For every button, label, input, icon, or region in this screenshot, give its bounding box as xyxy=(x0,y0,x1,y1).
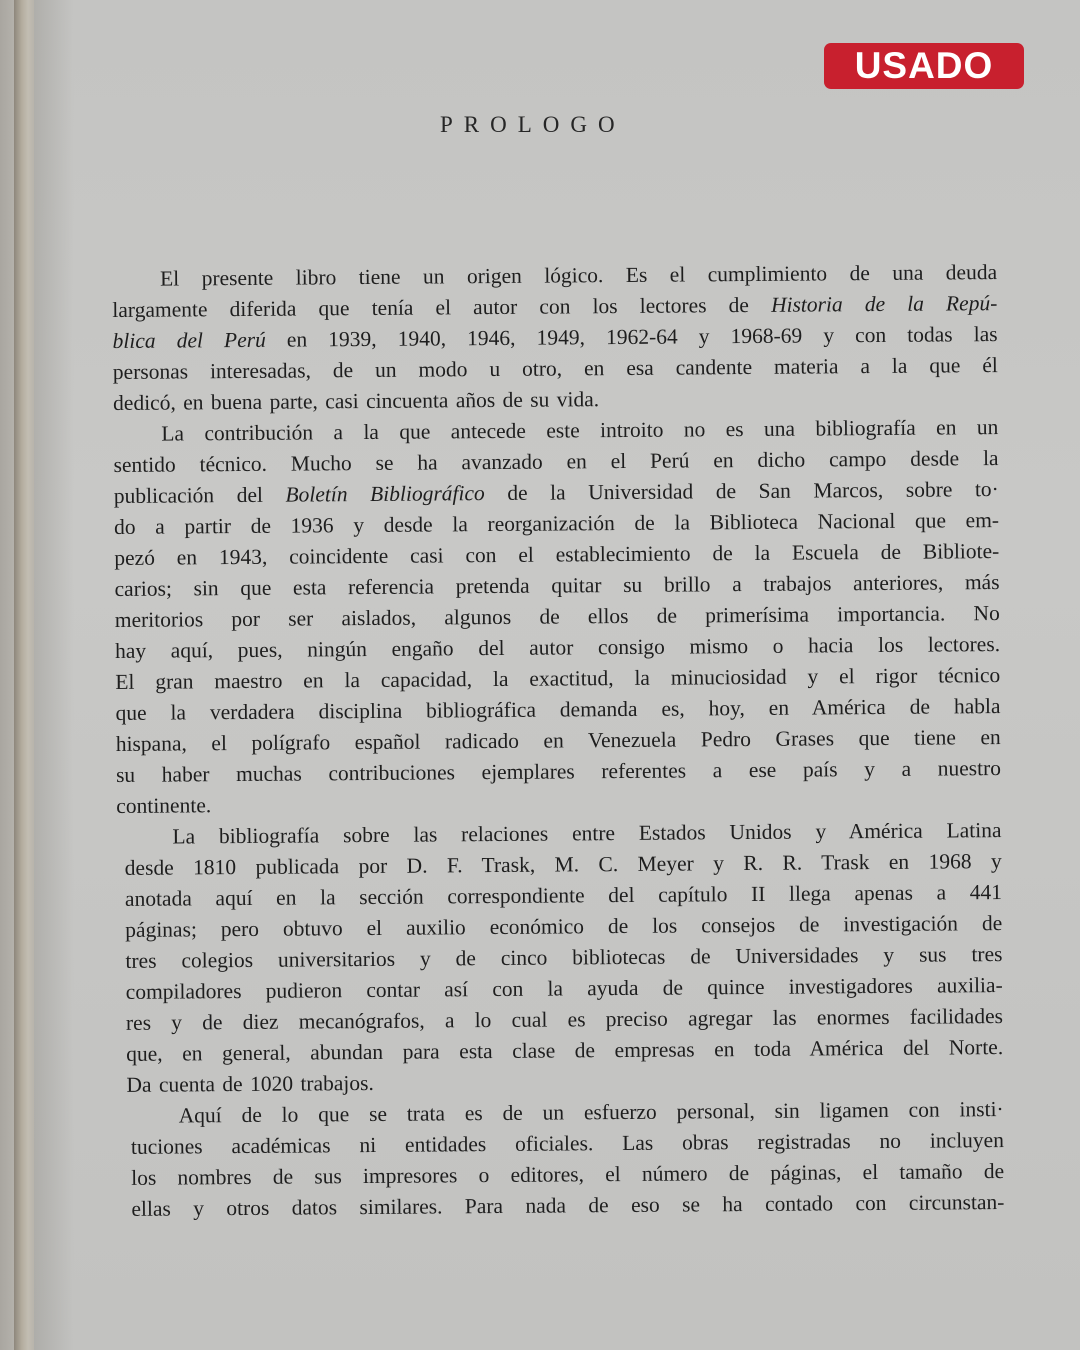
paragraph-2 xyxy=(113,412,1001,822)
text-line: El gran maestro en la capacidad, la exactitud, la minuciosidad y el rigor técnico xyxy=(115,663,1001,694)
text-line: tres colegios universitarios y de cinco bibliotecas de Universidades y sus tres xyxy=(125,942,1003,973)
text-line: meritorios por ser aislados, algunos de ellos de primerísima importancia. No xyxy=(114,601,1000,632)
text-line: los nombres de sus impresores o editores, el número de páginas, el tamaño de xyxy=(131,1159,1005,1190)
text-line-italic: publicación del Boletín Bibliográfico de la Universidad de San Marcos, sobre to· xyxy=(113,477,999,508)
text-line: compiladores pudieron contar así con la ayuda de quince investigadores auxilia- xyxy=(125,973,1003,1004)
text-line: dedicó, en buena parte, casi cincuenta años de su vida. xyxy=(112,387,600,415)
text-line-italic: blica del Perú en 1939, 1940, 1946, 1949, 1962-64 y 1968-69 y con todas las xyxy=(112,322,998,353)
text-line: páginas; pero obtuvo el auxilio económico de los consejos de investigación de xyxy=(125,911,1003,942)
text-line: do a partir de 1936 y desde la reorganización de la Biblioteca Nacional que em- xyxy=(113,508,1000,539)
text-line: desde 1810 publicada por D. F. Trask, M. C. Meyer y R. R. Trask en 1968 y xyxy=(124,849,1002,880)
text-line: su haber muchas contribuciones ejemplares referentes a ese país y a nuestro xyxy=(115,756,1002,787)
text-line-italic: largamente diferida que tenía el autor con los lectores de Historia de la Repú- xyxy=(112,291,998,322)
italic-title: Boletín Bibliográfico xyxy=(285,481,485,507)
text-line: hay aquí, pues, ningún engaño del autor consigo mismo o hacia los lectores. xyxy=(114,632,1001,663)
italic-title: Historia de la Repú- xyxy=(770,291,998,317)
text-line: El presente libro tiene un origen lógico. Es el cumplimiento de una deuda xyxy=(160,260,998,291)
page-body xyxy=(112,257,1005,1225)
text-line: carios; sin que esta referencia pretenda quitar su brillo a trabajos anteriores, más xyxy=(114,570,1000,601)
italic-title: blica del Perú xyxy=(112,327,266,353)
text-line: res y de diez mecanógrafos, a lo cual es preciso agregar las enormes facilidades xyxy=(125,1004,1004,1035)
text-line: continente. xyxy=(116,793,212,818)
gutter-shadow xyxy=(34,0,74,1350)
text-line: anotada aquí en la sección correspondiente del capítulo II llega apenas a 441 xyxy=(124,880,1003,911)
text-line: pezó en 1943, coincidente casi con el establecimiento de la Escuela de Bibliote- xyxy=(114,539,1000,570)
text-line: sentido técnico. Mucho se ha avanzado en el Perú en dicho campo desde la xyxy=(113,446,999,477)
text-line: hispana, el polígrafo español radicado en Venezuela Pedro Grases que tiene en xyxy=(115,725,1001,756)
text-line: tuciones académicas ni entidades oficiales. Las obras registradas no incluyen xyxy=(130,1128,1005,1159)
page-gutter-edge xyxy=(14,0,34,1350)
paragraph-1 xyxy=(112,257,998,419)
text-line: ellas y otros datos similares. Para nada de eso se ha contado con circunstan- xyxy=(131,1190,1005,1221)
text-line: La contribución a la que antecede este introito no es una bibliografía en un xyxy=(161,415,999,446)
text-line: que la verdadera disciplina bibliográfica demanda es, hoy, en América de habla xyxy=(115,694,1001,725)
text-line: Aquí de lo que se trata es de un esfuerzo personal, sin ligamen con insti· xyxy=(178,1097,1004,1128)
used-badge: USADO xyxy=(824,43,1024,89)
text-line: La bibliografía sobre las relaciones entre Estados Unidos y América Latina xyxy=(172,818,1002,849)
text-line: personas interesadas, de un modo u otro, en esa candente materia a la que él xyxy=(112,353,998,384)
paragraph-4 xyxy=(119,1094,1005,1225)
page-title: PROLOGO xyxy=(440,112,626,137)
book-binding xyxy=(0,0,14,1350)
paragraph-3 xyxy=(116,815,1003,1101)
text-line: Da cuenta de 1020 trabajos. xyxy=(126,1070,374,1097)
text-line: que, en general, abundan para esta clase de empresas en toda América del Norte. xyxy=(126,1035,1004,1066)
